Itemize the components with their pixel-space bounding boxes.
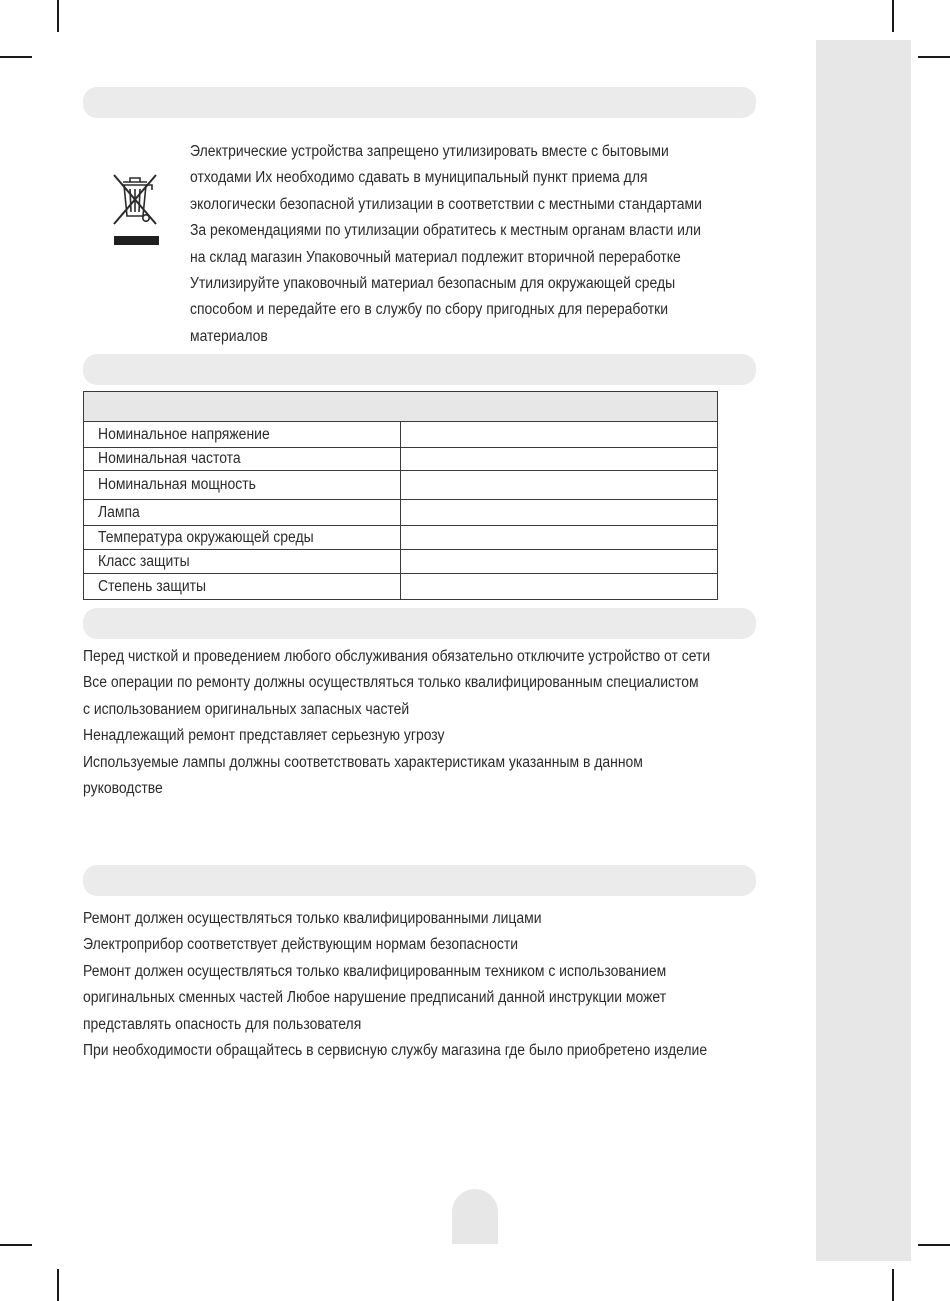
section-header-bar-repair [83, 865, 756, 896]
disposal-line: отходами Их необходимо сдавать в муниципальный пункт приема для [190, 169, 648, 187]
repair-text [83, 906, 707, 1064]
spec-value [401, 422, 718, 448]
maintenance-line: Ненадлежащий ремонт представляет серьезную угрозу [83, 727, 445, 745]
page-number-tab [452, 1189, 498, 1244]
specifications-table [83, 391, 718, 600]
disposal-line: на склад магазин Упаковочный материал подлежит вторичной переработке [190, 248, 681, 266]
repair-line: представлять опасность для пользователя [83, 1015, 362, 1033]
side-margin-strip [816, 40, 911, 1261]
table-row [84, 550, 718, 574]
disposal-text [190, 139, 702, 350]
section-header-bar-specs [83, 354, 756, 385]
disposal-line: Электрические устройства запрещено утилизировать вместе с бытовыми [190, 143, 669, 160]
maintenance-line: с использованием оригинальных запасных частей [83, 700, 410, 718]
spec-value [401, 526, 718, 550]
disposal-line: способом и передайте его в службу по сбору пригодных для переработки [190, 301, 669, 319]
spec-value [401, 471, 718, 500]
crop-mark-bottom-right-horizontal [918, 1244, 950, 1246]
maintenance-line: Все операции по ремонту должны осуществляться только квалифицированным специалистом [83, 674, 699, 692]
crop-mark-top-right-vertical [892, 0, 894, 32]
table-row [84, 448, 718, 471]
spec-value [401, 574, 718, 600]
maintenance-line: Перед чисткой и проведением любого обслуживания обязательно отключите устройство от сети [83, 648, 711, 665]
maintenance-line: руководстве [83, 779, 163, 797]
spec-value [401, 550, 718, 574]
disposal-line: Утилизируйте упаковочный материал безопасным для окружающей среды [190, 274, 676, 292]
table-header-cell [84, 392, 718, 422]
crop-mark-bottom-left-vertical [57, 1269, 59, 1301]
disposal-line: материалов [190, 327, 268, 345]
spec-value [401, 500, 718, 526]
spec-label: Номинальная мощность [84, 471, 401, 500]
table-row [84, 471, 718, 500]
table-row [84, 500, 718, 526]
spec-label: Лампа [84, 500, 401, 526]
crossed-out-wheelie-bin-icon [108, 170, 162, 246]
side-section-tab [816, 428, 886, 475]
crop-mark-top-left-horizontal [0, 56, 32, 58]
repair-line: Ремонт должен осуществляться только квалифицированным техником с использованием [83, 962, 667, 980]
maintenance-text [83, 644, 710, 802]
repair-line: Электроприбор соответствует действующим нормам безопасности [83, 936, 519, 954]
crop-mark-bottom-right-vertical [892, 1269, 894, 1301]
spec-label: Номинальное напряжение [84, 422, 401, 448]
crop-mark-top-right-horizontal [918, 56, 950, 58]
disposal-line: За рекомендациями по утилизации обратитесь к местным органам власти или [190, 222, 701, 240]
repair-line: Ремонт должен осуществляться только квалифицированными лицами [83, 910, 542, 927]
spec-label: Номинальная частота [84, 448, 401, 471]
repair-line: При необходимости обращайтесь в сервисную службу магазина где было приобретено изделие [83, 1041, 708, 1059]
table-row [84, 574, 718, 600]
maintenance-line: Используемые лампы должны соответствовать характеристикам указанным в данном [83, 753, 643, 771]
section-header-bar-disposal [83, 87, 756, 118]
crop-mark-top-left-vertical [57, 0, 59, 32]
repair-line: оригинальных сменных частей Любое нарушение предписаний данной инструкции может [83, 989, 667, 1007]
crop-mark-bottom-left-horizontal [0, 1244, 32, 1246]
spec-value [401, 448, 718, 471]
spec-label: Класс защиты [84, 550, 401, 574]
spec-label: Степень защиты [84, 574, 401, 600]
table-row [84, 422, 718, 448]
spec-label: Температура окружающей среды [84, 526, 401, 550]
disposal-line: экологически безопасной утилизации в соответствии с местными стандартами [190, 195, 702, 213]
table-header-row [84, 392, 718, 422]
table-row [84, 526, 718, 550]
section-header-bar-maintenance [83, 608, 756, 639]
